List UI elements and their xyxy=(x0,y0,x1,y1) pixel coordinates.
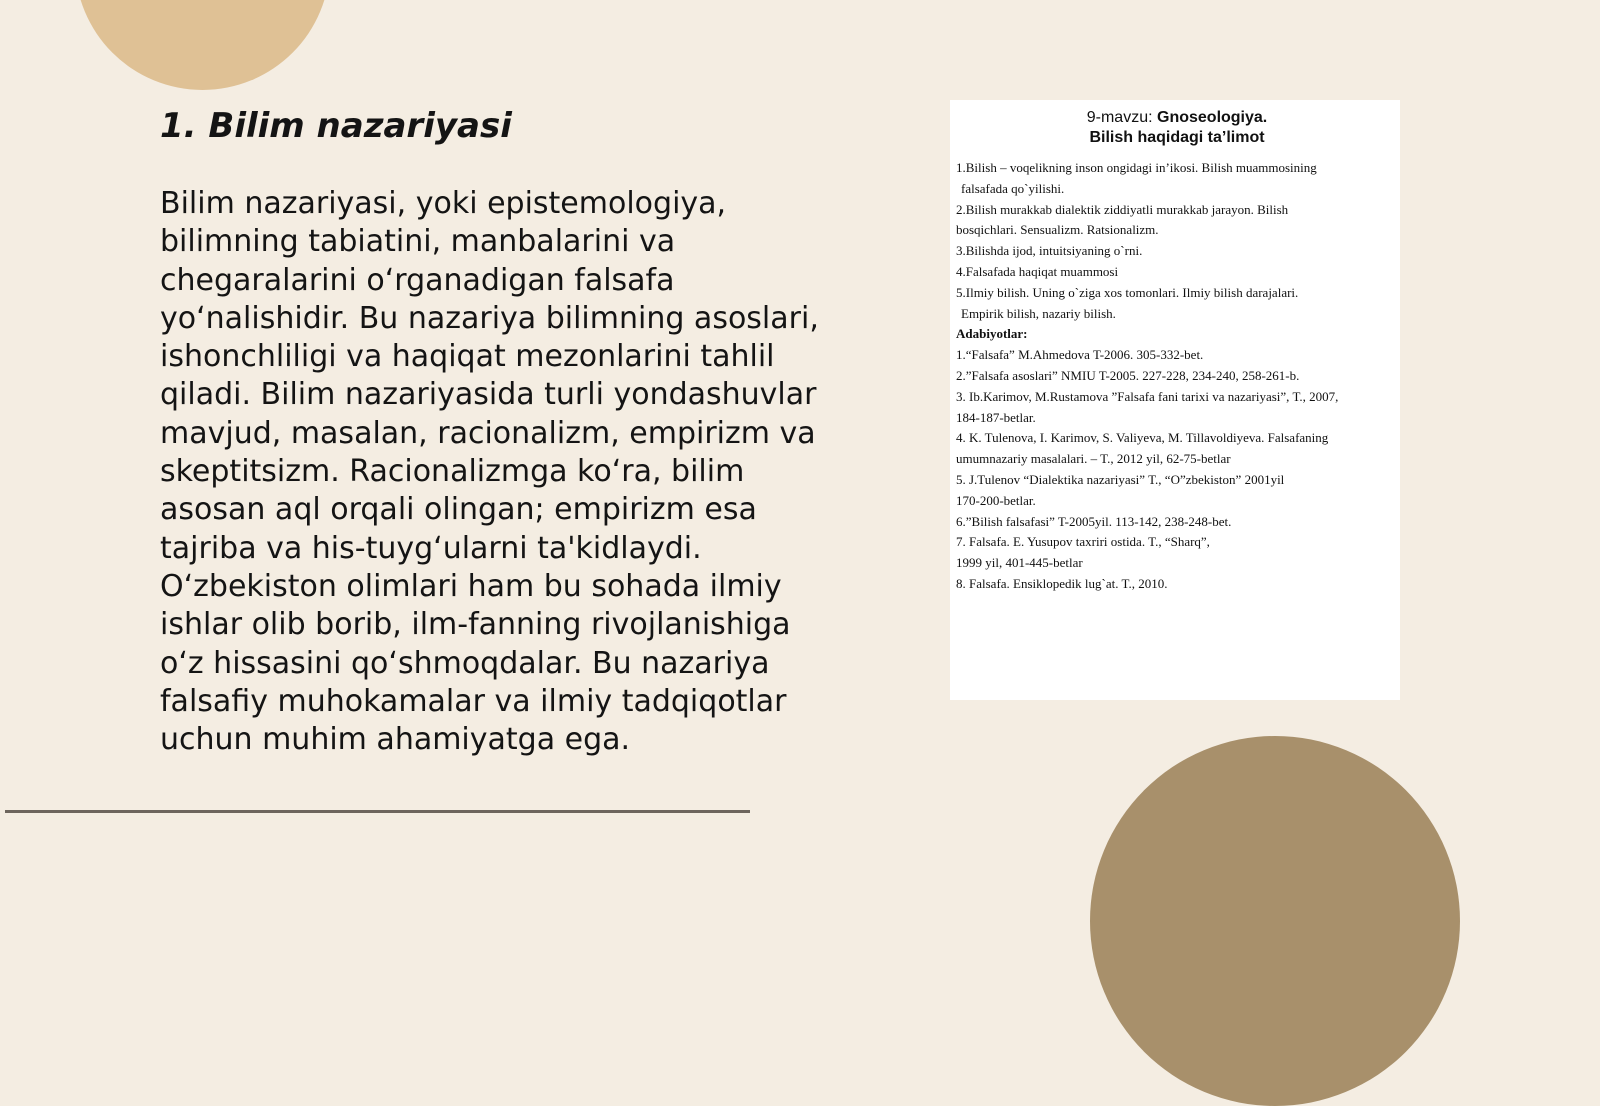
document-content-list xyxy=(956,158,1398,595)
literature-item-line1: 6.”Bilish falsafasi” T-2005yil. 113-142, 238-248-bet. xyxy=(956,513,1232,529)
literature-item-line1: 7. Falsafa. E. Yusupov taxriri ostida. T., “Sharq”, xyxy=(956,534,1210,550)
literature-heading: Adabiyotlar: xyxy=(956,326,1028,342)
divider-line xyxy=(5,810,750,813)
literature-item-line1: 5. J.Tulenov “Dialektika nazariyasi” T., “O”zbekiston” 2001yil xyxy=(956,471,1285,487)
document-heading-line1 xyxy=(956,108,1398,128)
decorative-circle-bottom xyxy=(1090,736,1460,1106)
literature-item xyxy=(956,387,1398,429)
document-heading xyxy=(956,108,1398,148)
literature-item-line1: 4. K. Tulenova, I. Karimov, S. Valiyeva, M. Tillavoldiyeva. Falsafaning xyxy=(956,430,1329,446)
topic-item xyxy=(956,283,1398,325)
topic-item-line1: 3.Bilishda ijod, intuitsiyaning o`rni. xyxy=(956,243,1143,259)
literature-item-line1: 3. Ib.Karimov, M.Rustamova ”Falsafa fani tarixi va nazariyasi”, T., 2007, xyxy=(956,388,1339,404)
document-heading-line2: Bilish haqidagi ta’limot xyxy=(1089,129,1265,146)
topic-item xyxy=(956,200,1398,242)
topic-item xyxy=(956,262,1398,283)
literature-item-line2: 184-187-betlar. xyxy=(956,409,1036,425)
literature-item xyxy=(956,428,1398,470)
literature-item-line2: umumnazariy masalalari. – T., 2012 yil, 62-75-betlar xyxy=(956,451,1231,467)
topic-item-line1: 1.Bilish – voqelikning inson ongidagi in’ikosi. Bilish muammosining xyxy=(956,160,1317,175)
literature-item xyxy=(956,532,1398,574)
literature-item xyxy=(956,366,1398,387)
topic-item xyxy=(956,158,1398,200)
decorative-circle-top xyxy=(75,0,330,90)
literature-item xyxy=(956,470,1398,512)
document-image xyxy=(950,100,1400,700)
document-heading-topic: Gnoseologiya. xyxy=(1157,109,1268,126)
topic-item-line2: bosqichlari. Sensualizm. Ratsionalizm. xyxy=(956,222,1159,238)
topic-item-line2: Empirik bilish, nazariy bilish. xyxy=(961,305,1116,321)
document-heading-prefix: 9-mavzu: xyxy=(1086,109,1157,126)
literature-item-line2: 1999 yil, 401-445-betlar xyxy=(956,555,1083,571)
literature-item-line2: 170-200-betlar. xyxy=(956,492,1036,508)
topic-item-line2: falsafada qo`yilishi. xyxy=(961,180,1065,196)
topic-item-line1: 4.Falsafada haqiqat muammosi xyxy=(956,263,1119,279)
topic-item-line1: 5.Ilmiy bilish. Uning o`ziga xos tomonlari. Ilmiy bilish darajalari. xyxy=(956,284,1299,300)
literature-item xyxy=(956,345,1398,366)
literature-item-line1: 1.“Falsafa” M.Ahmedova T-2006. 305-332-bet. xyxy=(956,347,1204,363)
literature-item xyxy=(956,574,1398,595)
literature-item-line1: 8. Falsafa. Ensiklopedik lug`at. T., 2010. xyxy=(956,575,1168,591)
topic-item xyxy=(956,241,1398,262)
slide-body-text: Bilim nazariyasi, yoki epistemologiya, bilimning tabiatini, manbalarini va chegaralarini oʻrganadigan falsafa yoʻnalishidir. Bu nazariya bilimning asoslari, ishonchliligi va haqiqat mezonlarini tahlil qiladi. Bilim nazariyasida turli yondashuvlar mavjud, masalan, racionalizm, empirizm va skeptitsizm. Racionalizmga koʻra, bilim asosan aql orqali olingan; empirizm esa tajriba va his-tuygʻularni ta'kidlaydi. Oʻzbekiston olimlari ham bu sohada ilmiy ishlar olib borib, ilm-fanning rivojlanishiga oʻz hissasini qoʻshmoqdalar. Bu nazariya falsafiy muhokamalar va ilmiy tadqiqotlar uchun muhim ahamiyatga ega. xyxy=(160,186,819,758)
topic-item-line1: 2.Bilish murakkab dialektik ziddiyatli murakkab jarayon. Bilish xyxy=(956,201,1289,217)
slide-title: 1. Bilim nazariyasi xyxy=(160,106,512,146)
literature-item xyxy=(956,512,1398,533)
literature-item-line1: 2.”Falsafa asoslari” NMIU T-2005. 227-228, 234-240, 258-261-b. xyxy=(956,367,1300,383)
